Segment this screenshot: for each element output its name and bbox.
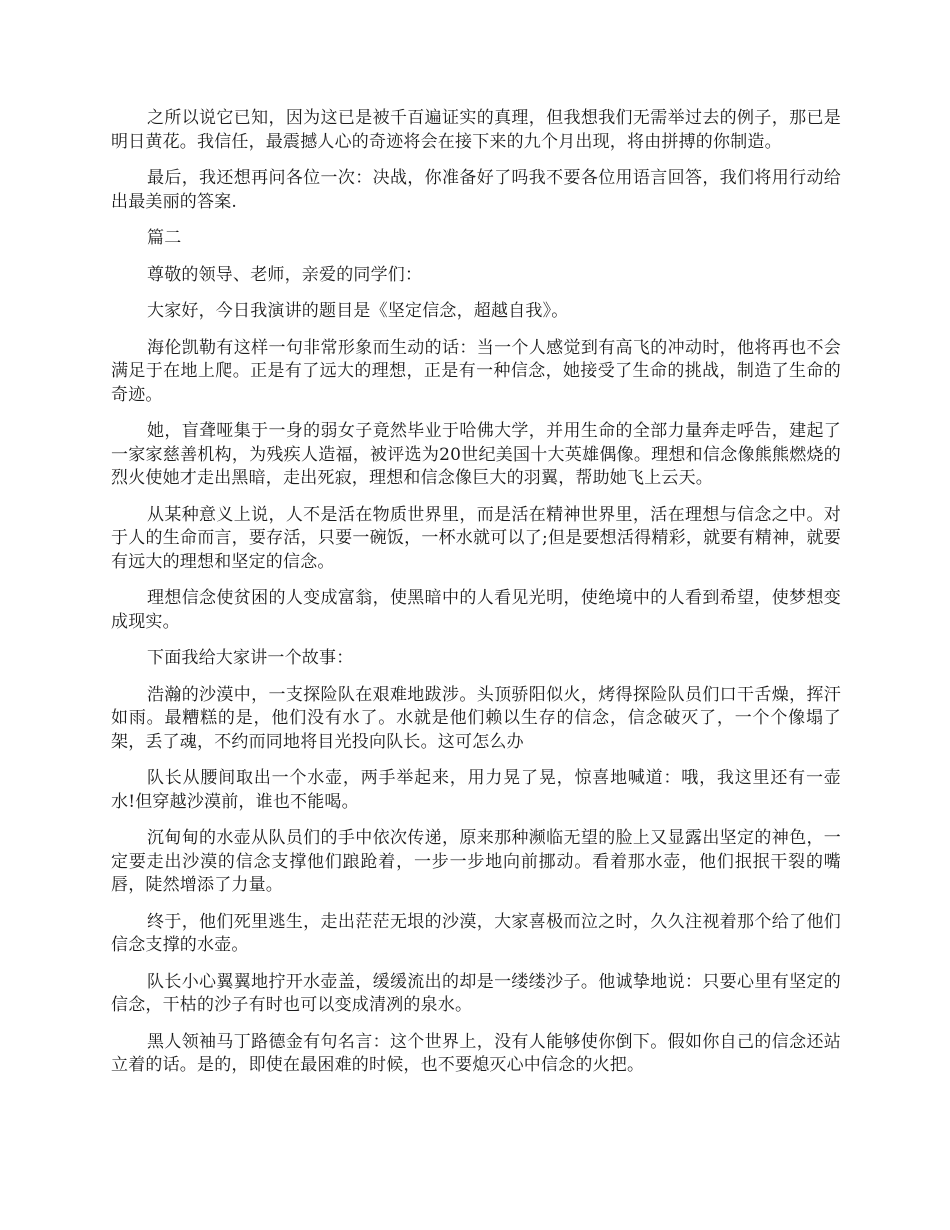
paragraph: 沉甸甸的水壶从队员们的手中依次传递，原来那种濒临无望的脸上又显露出坚定的神色，一定要走出沙漠的信念支撑他们踉跄着，一步一步地向前挪动。看着那水壶，他们抿抿干裂的嘴唇，陡然增添了力量。 [111,828,841,895]
salutation: 尊敬的领导、老师，亲爱的同学们： [147,264,423,285]
paragraph: 下面我给大家讲一个故事： [147,648,354,668]
document-body [111,107,841,1091]
paragraph: 她，盲聋哑集于一身的弱女子竟然毕业于哈佛大学，并用生命的全部力量奔走呼告，建起了一家家慈善机构，为残疾人造福，被评选为20世纪美国十大英雄偶像。理想和信念像熊熊燃烧的烈火使她才走出黑暗，走出死寂，理想和信念像巨大的羽翼，帮助她飞上云天。 [111,421,841,488]
paragraph: 从某种意义上说，人不是活在物质世界里，而是活在精神世界里，活在理想与信念之中。对于人的生命而言，要存活，只要一碗饭，一杯水就可以了;但是要想活得精彩，就要有精神，就要有远大的理想和坚定的信念。 [111,504,841,572]
paragraph: 队长小心翼翼地拧开水壶盖，缓缓流出的却是一缕缕沙子。他诚挚地说：只要心里有坚定的信念，干枯的沙子有时也可以变成清冽的泉水。 [111,971,841,1015]
paragraph: 黑人领袖马丁路德金有句名言：这个世界上，没有人能够使你倒下。假如你自己的信念还站立着的话。是的，即使在最困难的时候，也不要熄灭心中信念的火把。 [111,1031,841,1075]
paragraph: 海伦凯勒有这样一句非常形象而生动的话：当一个人感觉到有高飞的冲动时，他将再也不会满足于在地上爬。正是有了远大的理想，正是有一种信念，她接受了生命的挑战，制造了生命的奇迹。 [111,337,841,405]
paragraph: 理想信念使贫困的人变成富翁，使黑暗中的人看见光明，使绝境中的人看到希望，使梦想变成现实。 [111,588,841,632]
paragraph: 最后，我还想再问各位一次：决战，你准备好了吗我不要各位用语言回答，我们将用行动给出最美丽的答案. [111,168,841,212]
paragraph: 终于，他们死里逃生，走出茫茫无垠的沙漠，大家喜极而泣之时，久久注视着那个给了他们信念支撑的水壶。 [111,911,841,955]
section-heading: 篇二 [147,228,182,248]
paragraph: 之所以说它已知，因为这已是被千百遍证实的真理，但我想我们无需举过去的例子，那已是明日黄花。我信任，最震撼人心的奇迹将会在接下来的九个月出现，将由拼搏的你制造。 [111,108,841,152]
paragraph: 大家好，今日我演讲的题目是《坚定信念，超越自我》。 [147,301,569,321]
paragraph: 浩瀚的沙漠中，一支探险队在艰难地跋涉。头顶骄阳似火，烤得探险队员们口干舌燥，挥汗如雨。最糟糕的是，他们没有水了。水就是他们赖以生存的信念，信念破灭了，一个个像塌了架，丢了魂，不约而同地将目光投向队长。这可怎么办 [111,684,841,752]
paragraph: 队长从腰间取出一个水壶，两手举起来，用力晃了晃，惊喜地喊道：哦，我这里还有一壶水!但穿越沙漠前，谁也不能喝。 [111,768,841,812]
